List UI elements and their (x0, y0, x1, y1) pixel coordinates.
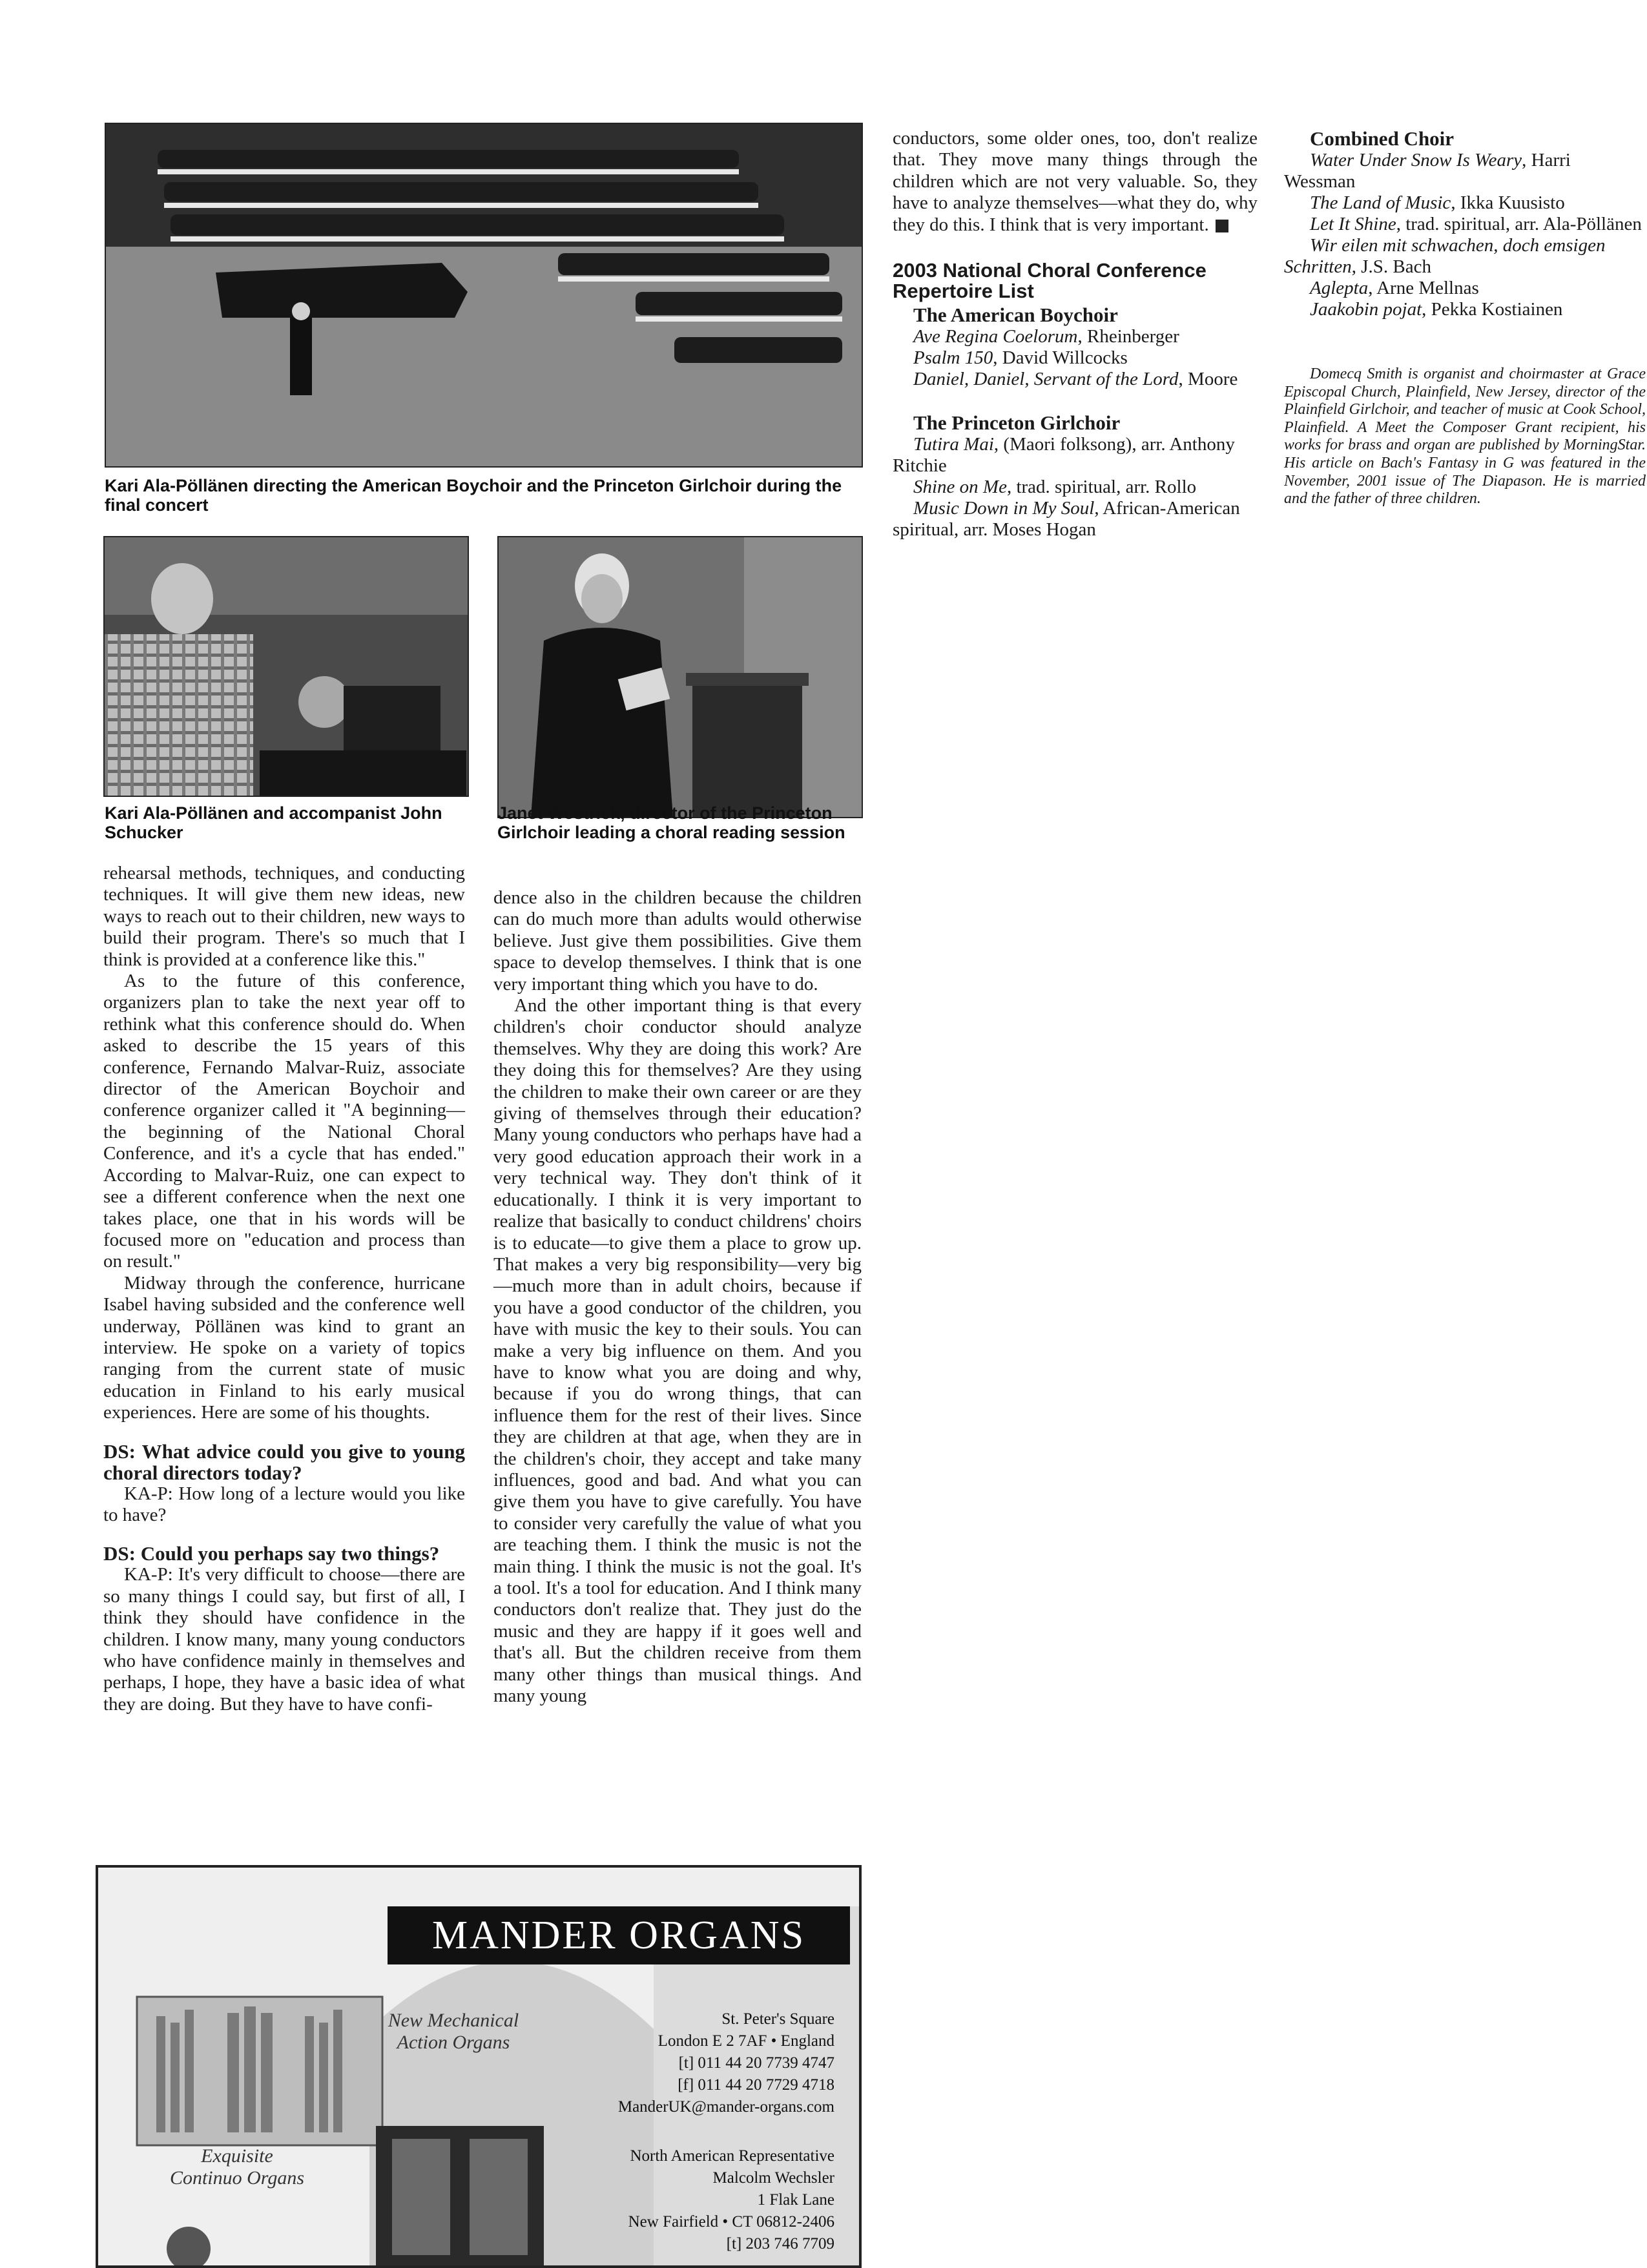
repertoire-item: Aglepta, Arne Mellnas (1310, 278, 1479, 298)
author-bio: Domecq Smith is organist and choirmaster at Grace Episcopal Church, Plainfield, New Jersey, director of the Plainfield Girlchoir, and teacher of music at Cook School, Plainfield. A Meet the Composer Grant recipient, his works for brass and organ are published by MorningStar. His article on Bach's Fantasy in G was featured in the November, 2001 issue of The Diapason. He is married and the father of three children. (1284, 366, 1646, 508)
repertoire-item: Shine on Me, trad. spiritual, arr. Rollo (913, 477, 1197, 498)
ad-representative: North American Representative Malcolm Wechsler 1 Flak Lane New Fairfield • CT 06812-2406 [t] 203 746 7709 (628, 2147, 834, 2253)
repertoire-item: Ave Regina Coelorum, Rheinberger (913, 326, 1179, 347)
paragraph: And the other important thing is that every children's choir conductor should analyze themselves. Why they are doing this work? Are they doing this for themselves? Are they using the children to make their own career or are they giving of themselves through their education? Many young conductors who perhaps have had a very good education approach their work in a very technical way. They don't think of it educationally. I think it is very important to realize that basically to conduct childrens' choirs is to educate—to give them a place to grow up. That makes a very big responsibility—very big—much more than in adult choirs, because if you have a good conductor of the children, you have with music the key to their souls. You can make a very big influence on them. And you have to know what you are doing and why, because if you do wrong things, that can influence them for the rest of their lives. Since they are children at that age, when they are in the children's choir, they accept and take many influences, good and bad. And what you can give them you have to give carefully. You have to consider very carefully the value of what you are teaching them. I think the music is not the main thing. I think the music is not the goal. It's a tool. It's a tool for education. And I think many conductors don't realize that. They just do the music and they are happy if it goes well and that's all. But the children receive from them many other things than musical things. And many young (493, 995, 862, 1707)
combined-choir-heading: Combined Choir (1310, 127, 1455, 150)
interview-question: DS: Could you perhaps say two things? (103, 1542, 440, 1565)
interview-question: DS: What advice could you give to young choral directors today? (103, 1439, 465, 1484)
ad-tagline-mechanical: New Mechanical Action Organs (388, 2010, 519, 2053)
repertoire-item: The Land of Music, Ikka Kuusisto (1310, 192, 1565, 213)
repertoire-item: Psalm 150, David Willcocks (913, 347, 1128, 369)
end-mark-icon (1216, 220, 1228, 232)
boychoir-heading: The American Boychoir (913, 304, 1118, 327)
paragraph: Midway through the conference, hurricane Isabel having subsided and the conference well underway, Pöllänen was kind to grant an interview. He spoke on a variety of topics ranging from the current state of music education in Finland to his early musical experiences. Here are some of his thoughts. (103, 1272, 465, 1423)
paragraph: dence also in the children because the children can do much more than adults would otherwise believe. Just give them possibilities. Give them space to develop themselves. I think that is one very important thing which you have to do. (493, 887, 862, 995)
combined-choir-list (1284, 150, 1646, 320)
repertoire-item: Tutira Mai, (Maori folksong), arr. Anthony Ritchie (893, 434, 1235, 477)
paragraph: conductors, some older ones, too, don't realize that. They move many things through the children which are not very valuable. So, they have to analyze themselves—what they do, why they do this. I think that is very important. (893, 128, 1258, 235)
repertoire-item: Let It Shine, trad. spiritual, arr. Ala-Pöllänen (1310, 214, 1642, 234)
girlchoir-heading: The Princeton Girlchoir (913, 411, 1121, 435)
mander-organs-ad (96, 1865, 862, 2268)
article-column-1 (103, 863, 465, 1715)
ad-email-link[interactable]: ManderUK@mander-organs.com (617, 2098, 834, 2116)
repertoire-item: Wir eilen mit schwachen, doch emsigen Schritten, J.S. Bach (1284, 235, 1606, 277)
paragraph: rehearsal methods, techniques, and conducting techniques. It will give them new ideas, new ways to reach out to their children, new ways to build their program. There's so much that I think is provided at a conference like this." (103, 863, 465, 970)
paragraph: As to the future of this conference, organizers plan to take the next year off to rethink what this conference should do. When asked to describe the 15 years of this conference, Fernando Malvar-Ruiz, associate director of the American Boychoir and conference organizer called it "A beginning—the beginning of the National Choral Conference, and it's a cycle that has ended." According to Malvar-Ruiz, one can expect to see a different conference when the next one takes place, one that in his words will be focused more on "education and process than on result." (103, 971, 465, 1272)
article-column-4 (1284, 128, 1646, 508)
article-column-3 (893, 128, 1258, 541)
choir-concert-photo (105, 123, 863, 468)
director-photo (497, 536, 863, 818)
top-photo-caption: Kari Ala-Pöllänen directing the American Boychoir and the Princeton Girlchoir during the final concert (105, 476, 842, 515)
girlchoir-list (893, 434, 1258, 541)
repertoire-item: Jaakobin pojat, Pekka Kostiainen (1310, 299, 1563, 320)
boychoir-list (893, 326, 1258, 390)
ad-tagline-continuo: Exquisite Continuo Organs (169, 2145, 305, 2189)
right-photo-caption: Janet Westrick, director of the Princeton Girlchoir leading a choral reading session (497, 803, 845, 842)
article-column-2 (493, 887, 862, 1707)
ad-address: St. Peter's Square London E 2 7AF • England [t] 011 44 20 7739 4747 [f] 011 44 20 7729 4718 ManderUK@mander-organs.com (576, 2008, 834, 2118)
ad-title: MANDER ORGANS (388, 1906, 850, 1964)
left-photo-caption: Kari Ala-Pöllänen and accompanist John Schucker (105, 803, 442, 842)
repertoire-heading: 2003 National Choral Conference Repertoire List (893, 259, 1207, 303)
interview-answer: KA-P: How long of a lecture would you like to have? (103, 1483, 465, 1525)
interview-answer: KA-P: It's very difficult to choose—there are so many things I could say, but first of all, I think they should have confidence in the children. I know many, many young conductors who have confidence mainly in themselves and perhaps, I hope, they have a basic idea of what they are doing. But they have to have confi- (103, 1564, 465, 1715)
repertoire-item: Music Down in My Soul, African-American spiritual, arr. Moses Hogan (893, 498, 1240, 541)
repertoire-item: Water Under Snow Is Weary, Harri Wessman (1284, 150, 1571, 192)
accompanist-photo (103, 536, 469, 797)
repertoire-item: Daniel, Daniel, Servant of the Lord, Moore (913, 369, 1238, 390)
